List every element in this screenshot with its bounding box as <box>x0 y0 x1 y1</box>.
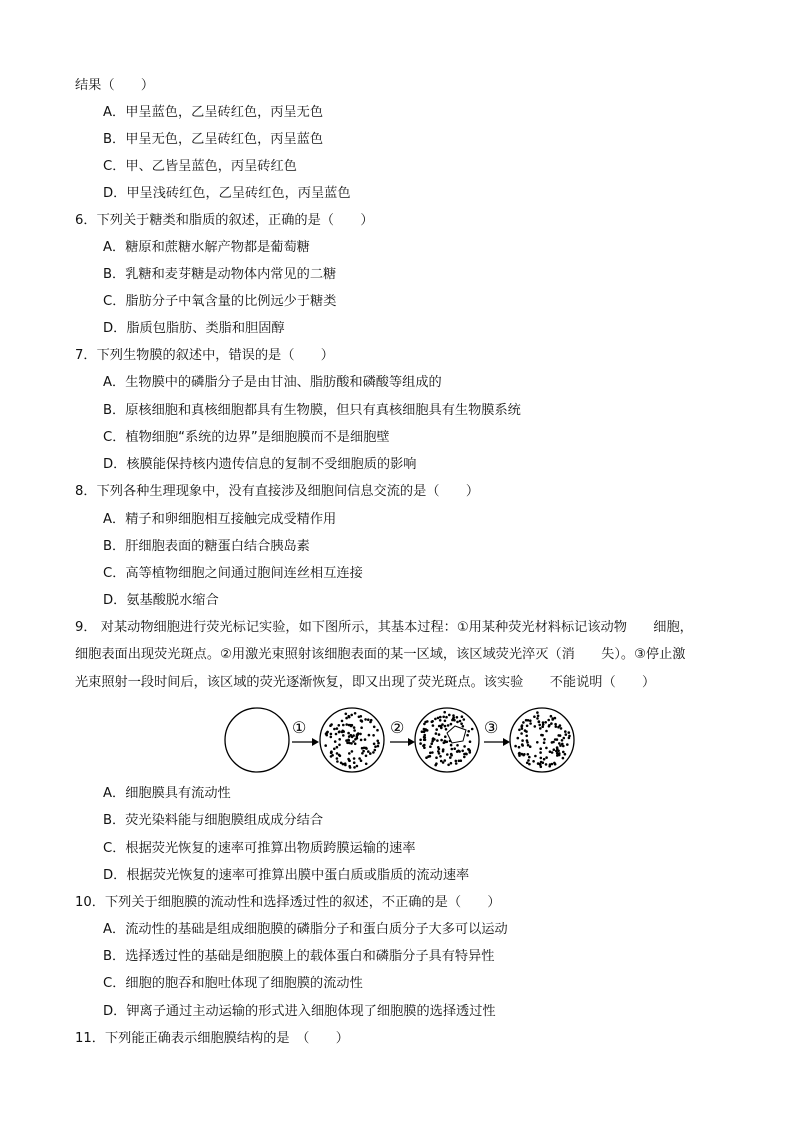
fluorescent-dot <box>455 760 458 763</box>
fluorescent-dot <box>354 712 357 715</box>
fluorescent-dot <box>445 716 448 719</box>
fluorescent-dot <box>465 753 468 756</box>
fluorescent-dot <box>342 734 345 737</box>
fluorescent-dot <box>336 746 339 749</box>
fluorescent-dot <box>444 725 447 728</box>
fluorescent-dot <box>563 737 566 740</box>
fluorescent-dot <box>360 759 363 762</box>
fluorescent-dot <box>522 754 525 757</box>
fluorescent-dot <box>463 756 466 759</box>
fluorescent-dot <box>340 762 343 765</box>
fluorescent-dot <box>351 750 354 753</box>
fluorescent-dot <box>532 760 535 763</box>
fluorescent-dot <box>526 739 529 742</box>
fluorescent-dot <box>469 751 472 754</box>
fluorescent-dot <box>352 740 355 743</box>
fluorescent-dot <box>358 716 361 719</box>
fluorescent-dot <box>374 749 377 752</box>
fluorescent-dot <box>377 742 380 745</box>
fluorescent-dot <box>522 721 525 724</box>
fluorescent-dot <box>543 758 546 761</box>
fluorescent-dot <box>347 715 350 718</box>
fluorescent-dot <box>565 733 568 736</box>
fluorescent-dot <box>453 747 456 750</box>
step-3-arrow <box>484 718 510 746</box>
fluorescent-dot <box>440 739 443 742</box>
question: 7．下列生物膜的叙述中，错误的是（ ） <box>75 348 334 363</box>
question: 6．下列关于糖类和脂质的叙述，正确的是（ ） <box>75 213 374 228</box>
option: D．氨基酸脱水缩合 <box>103 593 219 608</box>
option: B．肝细胞表面的糖蛋白结合胰岛素 <box>103 539 310 554</box>
fluorescent-dot <box>376 729 379 732</box>
fluorescent-dot <box>373 726 376 729</box>
option: C．高等植物细胞之间通过胞间连丝相互连接 <box>103 566 363 581</box>
fluorescent-dot <box>462 725 465 728</box>
cell-unlabeled <box>225 708 289 772</box>
fluorescent-dot <box>456 721 459 724</box>
fluorescent-dot <box>562 757 565 760</box>
fluorescent-dot <box>363 747 366 750</box>
fluorescent-dot <box>456 744 459 747</box>
fluorescent-dot <box>526 725 529 728</box>
fluorescent-dot <box>545 763 548 766</box>
fluorescent-dot <box>558 752 561 755</box>
fluorescent-dot <box>345 717 348 720</box>
fluorescent-dot <box>353 761 356 764</box>
step-2-label: ② <box>390 718 405 737</box>
fluorescent-dot <box>353 729 356 732</box>
fluorescent-dot <box>518 729 521 732</box>
fluorescent-dot <box>374 745 377 748</box>
fluorescent-dot <box>372 751 375 754</box>
fluorescent-dot <box>369 721 372 724</box>
fluorescent-dot <box>544 721 547 724</box>
fluorescent-dot <box>554 738 557 741</box>
fluorescent-dot <box>538 721 541 724</box>
fluorescent-dot <box>367 718 370 721</box>
fluorescent-dot <box>536 741 539 744</box>
fluorescent-dot <box>430 742 433 745</box>
option: A．精子和卵细胞相互接触完成受精作用 <box>103 512 337 527</box>
fluorescent-dot <box>521 744 524 747</box>
option: C．细胞的胞吞和胞吐体现了细胞膜的流动性 <box>103 976 363 991</box>
fluorescent-dot <box>449 756 452 759</box>
fluorescent-dot <box>334 740 337 743</box>
fluorescent-dot <box>336 760 339 763</box>
fluorescent-dot <box>460 722 463 725</box>
fluorescent-dot <box>440 726 443 729</box>
option: B．乳糖和麦芽糖是动物体内常见的二糖 <box>103 267 337 282</box>
fluorescent-dot <box>439 716 442 719</box>
fluorescent-dot <box>345 713 348 716</box>
fluorescent-dot <box>419 739 422 742</box>
fluorescent-dot <box>361 720 364 723</box>
fluorescent-dot <box>564 753 567 756</box>
fluorescent-dot <box>534 755 537 758</box>
fluorescent-dot <box>443 711 446 714</box>
fluorescent-dot <box>338 744 341 747</box>
fluorescent-dot <box>534 725 537 728</box>
option: B．甲呈无色，乙呈砖红色，丙呈蓝色 <box>103 132 324 147</box>
fluorescent-dot <box>560 727 563 730</box>
fluorescent-dot <box>445 728 448 731</box>
fluorescent-dot <box>521 739 524 742</box>
fluorescent-dot <box>330 723 333 726</box>
fluorescent-dot <box>330 755 333 758</box>
fluorescent-dot <box>461 750 464 753</box>
option: D．钾离子通过主动运输的形式进入细胞体现了细胞膜的选择透过性 <box>103 1004 496 1019</box>
fluorescent-dot <box>536 717 539 720</box>
fluorescent-dot <box>558 742 561 745</box>
fluorescent-dot <box>536 711 539 714</box>
fluorescent-dot <box>548 724 551 727</box>
option: D．核膜能保持核内遗传信息的复制不受细胞质的影响 <box>103 457 417 472</box>
fluorescent-dot <box>514 745 517 748</box>
fluorescent-dot <box>540 734 543 737</box>
question: 8．下列各种生理现象中，没有直接涉及细胞间信息交流的是（ ） <box>75 484 480 499</box>
fluorescent-dot <box>529 719 532 722</box>
fluorescent-dot <box>450 762 453 765</box>
fluorescent-dot <box>338 738 341 741</box>
fluorescent-dot <box>438 748 441 751</box>
fluorescent-dot <box>564 730 567 733</box>
fluorescent-dot <box>550 715 553 718</box>
question: 9． 对某动物细胞进行荧光标记实验，如下图所示，其基本过程：①用某种荧光材料标记该动物 细胞， <box>75 620 693 635</box>
question: 11．下列能正确表示细胞膜结构的是 （ ） <box>75 1031 349 1046</box>
fluorescent-dot <box>348 752 351 755</box>
fluorescent-dot <box>568 731 571 734</box>
line: 结果（ ） <box>75 78 155 93</box>
fluorescent-dot <box>557 726 560 729</box>
fluorescent-dot <box>527 744 530 747</box>
fluorescent-dot <box>345 739 348 742</box>
fluorescent-dot <box>553 748 556 751</box>
fluorescent-dot <box>540 766 543 769</box>
fluorescent-dot <box>533 715 536 718</box>
fluorescent-dot <box>455 762 458 765</box>
fluorescent-dot <box>437 717 440 720</box>
fluorescent-dot <box>423 738 426 741</box>
fluorescent-dot <box>521 724 524 727</box>
option: B．选择透过性的基础是细胞膜上的载体蛋白和磷脂分子具有特异性 <box>103 949 495 964</box>
fluorescent-dot <box>528 756 531 759</box>
fluorescent-dot <box>539 751 542 754</box>
fluorescent-dot <box>444 759 447 762</box>
fluorescent-dot <box>553 762 556 765</box>
cell-labeled <box>320 708 384 772</box>
fluorescent-dot <box>556 754 559 757</box>
fluorescent-dot <box>561 739 564 742</box>
fluorescent-dot <box>537 715 540 718</box>
option: D．根据荧光恢复的速率可推算出膜中蛋白质或脂质的流动速率 <box>103 868 470 883</box>
fluorescent-dot <box>467 748 470 751</box>
fluorescent-dot <box>452 714 455 717</box>
fluorescent-dot <box>555 725 558 728</box>
fluorescent-dot <box>447 724 450 727</box>
fluorescent-dot <box>467 730 470 733</box>
fluorescent-dot <box>446 753 449 756</box>
fluorescent-dot <box>429 755 432 758</box>
fluorescent-dot <box>333 748 336 751</box>
fluorescent-dot <box>333 728 336 731</box>
fluorescent-dot <box>425 756 428 759</box>
option: A．甲呈蓝色，乙呈砖红色，丙呈无色 <box>103 105 324 120</box>
fluorescent-dot <box>325 733 328 736</box>
fluorescent-dot <box>466 734 469 737</box>
fluorescent-dot <box>360 726 363 729</box>
option: A．糖原和蔗糖水解产物都是葡萄糖 <box>103 240 310 255</box>
fluorescent-dot <box>450 744 453 747</box>
fluorescent-dot <box>435 756 438 759</box>
fluorescent-dot <box>551 741 554 744</box>
question-continued: 细胞表面出现荧光斑点。②用激光束照射该细胞表面的某一区域，该区域荧光淬灭（消 失）。③停止激 <box>75 647 686 662</box>
fluorescent-dot <box>353 726 356 729</box>
fluorescent-dot <box>463 745 466 748</box>
fluorescent-dot <box>356 765 359 768</box>
fluorescent-dot <box>353 757 356 760</box>
fluorescence-diagram <box>222 705 582 775</box>
fluorescent-dot <box>348 759 351 762</box>
option: B．荧光染料能与细胞膜组成成分结合 <box>103 813 324 828</box>
fluorescent-dot <box>348 742 351 745</box>
fluorescent-dot <box>360 739 363 742</box>
step-2-arrow <box>390 718 415 746</box>
fluorescent-dot <box>458 760 461 763</box>
fluorescent-dot <box>545 756 548 759</box>
fluorescent-dot <box>539 747 542 750</box>
fluorescent-dot <box>344 762 347 765</box>
fluorescent-dot <box>429 745 432 748</box>
fluorescent-dot <box>529 745 532 748</box>
fluorescent-dot <box>461 715 464 718</box>
fluorescent-dot <box>459 720 462 723</box>
fluorescent-dot <box>453 719 456 722</box>
fluorescent-dot <box>528 763 531 766</box>
fluorescent-dot <box>435 728 438 731</box>
fluorescent-dot <box>437 750 440 753</box>
fluorescent-dot <box>447 764 450 767</box>
fluorescent-dot <box>542 721 545 724</box>
fluorescent-dot <box>547 719 550 722</box>
fluorescent-dot <box>540 757 543 760</box>
fluorescent-dot <box>354 743 357 746</box>
fluorescent-dot <box>439 755 442 758</box>
fluorescent-dot <box>545 747 548 750</box>
fluorescent-dot <box>336 752 339 755</box>
fluorescent-dot <box>549 763 552 766</box>
fluorescent-dot <box>365 763 368 766</box>
fluorescent-dot <box>424 721 427 724</box>
fluorescent-dot <box>438 733 441 736</box>
option: C．脂肪分子中氧含量的比例远少于糖类 <box>103 294 337 309</box>
fluorescent-dot <box>442 761 445 764</box>
fluorescent-dot <box>364 738 367 741</box>
fluorescent-dot <box>559 734 562 737</box>
fluorescent-dot <box>435 762 438 765</box>
fluorescent-dot <box>364 718 367 721</box>
option: C．根据荧光恢复的速率可推算出物质跨膜运输的速率 <box>103 841 416 856</box>
fluorescent-dot <box>369 752 372 755</box>
fluorescent-dot <box>540 761 543 764</box>
fluorescent-dot <box>518 746 521 749</box>
fluorescent-dot <box>351 736 354 739</box>
fluorescent-dot <box>527 759 530 762</box>
step-1-arrow <box>292 718 319 746</box>
fluorescent-dot <box>458 750 461 753</box>
fluorescent-dot <box>419 742 422 745</box>
option: D．甲呈浅砖红色，乙呈砖红色，丙呈蓝色 <box>103 186 351 201</box>
fluorescent-dot <box>350 714 353 717</box>
fluorescent-dot <box>541 725 544 728</box>
fluorescent-dot <box>444 741 447 744</box>
fluorescent-dot <box>545 730 548 733</box>
fluorescent-dot <box>527 719 530 722</box>
fluorescent-dot <box>520 732 523 735</box>
fluorescent-dot <box>529 722 532 725</box>
fluorescent-dot <box>353 766 356 769</box>
fluorescent-dot <box>373 743 376 746</box>
fluorescent-dot <box>527 753 530 756</box>
fluorescent-dot <box>349 766 352 769</box>
fluorescent-dot <box>554 717 557 720</box>
fluorescent-dot <box>451 748 454 751</box>
fluorescent-dot <box>432 724 435 727</box>
fluorescent-dot <box>359 733 362 736</box>
fluorescent-dot <box>543 741 546 744</box>
fluorescent-dot <box>338 724 341 727</box>
fluorescent-dot <box>362 750 365 753</box>
fluorescent-dot <box>538 724 541 727</box>
step-3-label: ③ <box>484 718 499 737</box>
fluorescent-dot <box>336 727 339 730</box>
fluorescent-dot <box>330 750 333 753</box>
fluorescent-dot <box>444 735 447 738</box>
fluorescent-dot <box>524 729 527 732</box>
fluorescent-dot <box>376 740 379 743</box>
fluorescent-dot <box>450 753 453 756</box>
fluorescent-dot <box>444 720 447 723</box>
option: C．植物细胞“系统的边界”是细胞膜而不是细胞壁 <box>103 430 390 445</box>
fluorescent-dot <box>341 730 344 733</box>
fluorescent-dot <box>423 736 426 739</box>
fluorescent-dot <box>450 723 453 726</box>
option: A．生物膜中的磷脂分子是由甘油、脂肪酸和磷酸等组成的 <box>103 375 442 390</box>
fluorescent-dot <box>471 728 474 731</box>
fluorescent-dot <box>434 718 437 721</box>
fluorescent-dot <box>377 745 380 748</box>
fluorescent-dot <box>517 737 520 740</box>
fluorescent-dot <box>562 745 565 748</box>
fluorescent-dot <box>357 732 360 735</box>
option: C．甲、乙皆呈蓝色，丙呈砖红色 <box>103 159 297 174</box>
fluorescent-dot <box>539 727 542 730</box>
fluorescent-dot <box>559 744 562 747</box>
fluorescent-dot <box>556 748 559 751</box>
fluorescent-dot <box>335 733 338 736</box>
fluorescent-dot <box>338 730 341 733</box>
fluorescent-dot <box>365 755 368 758</box>
fluorescent-dot <box>463 718 466 721</box>
fluorescent-dot <box>551 751 554 754</box>
question: 10．下列关于细胞膜的流动性和选择透过性的叙述，不正确的是（ ） <box>75 895 501 910</box>
fluorescent-dot <box>431 720 434 723</box>
fluorescent-dot <box>338 754 341 757</box>
fluorescent-dot <box>554 723 557 726</box>
fluorescent-dot <box>526 762 529 765</box>
fluorescent-dot <box>367 750 370 753</box>
fluorescent-dot <box>431 751 434 754</box>
fluorescent-dot <box>423 746 426 749</box>
fluorescent-dot <box>442 716 445 719</box>
fluorescent-dot <box>341 720 344 723</box>
fluorescent-dot <box>432 738 435 741</box>
fluorescent-dot <box>424 728 427 731</box>
step-1-label: ① <box>292 718 307 737</box>
fluorescent-dot <box>330 733 333 736</box>
fluorescent-dot <box>361 752 364 755</box>
fluorescent-dot <box>518 752 521 755</box>
option: B．原核细胞和真核细胞都具有生物膜，但只有真核细胞具有生物膜系统 <box>103 403 521 418</box>
fluorescent-dot <box>358 757 361 760</box>
fluorescent-dot <box>345 723 348 726</box>
fluorescent-dot <box>568 737 571 740</box>
fluorescent-dot <box>347 732 350 735</box>
fluorescent-dot <box>550 722 553 725</box>
fluorescent-dot <box>442 750 445 753</box>
fluorescent-dot <box>350 725 353 728</box>
fluorescent-dot <box>566 743 569 746</box>
question-continued: 光束照射一段时间后，该区域的荧光逐渐恢复，即又出现了荧光斑点。该实验 不能说明（ ） <box>75 675 656 690</box>
fluorescent-dot <box>336 757 339 760</box>
fluorescent-dot <box>436 739 439 742</box>
fluorescent-dot <box>456 716 459 719</box>
fluorescent-dot <box>372 734 375 737</box>
fluorescent-dot <box>551 717 554 720</box>
fluorescent-dot <box>448 714 451 717</box>
fluorescent-dot <box>469 740 472 743</box>
fluorescent-dot <box>324 744 327 747</box>
option: A．流动性的基础是组成细胞膜的磷脂分子和蛋白质分子大多可以运动 <box>103 922 508 937</box>
fluorescent-dot <box>342 724 345 727</box>
fluorescent-dot <box>330 736 333 739</box>
fluorescent-dot <box>562 751 565 754</box>
option: A．细胞膜具有流动性 <box>103 786 231 801</box>
fluorescent-dot <box>543 738 546 741</box>
fluorescent-dot <box>435 732 438 735</box>
option: D．脂质包脂肪、类脂和胆固醇 <box>103 321 285 336</box>
fluorescent-dot <box>356 737 359 740</box>
fluorescent-dot <box>525 735 528 738</box>
fluorescent-dot <box>368 734 371 737</box>
fluorescent-dot <box>439 719 442 722</box>
